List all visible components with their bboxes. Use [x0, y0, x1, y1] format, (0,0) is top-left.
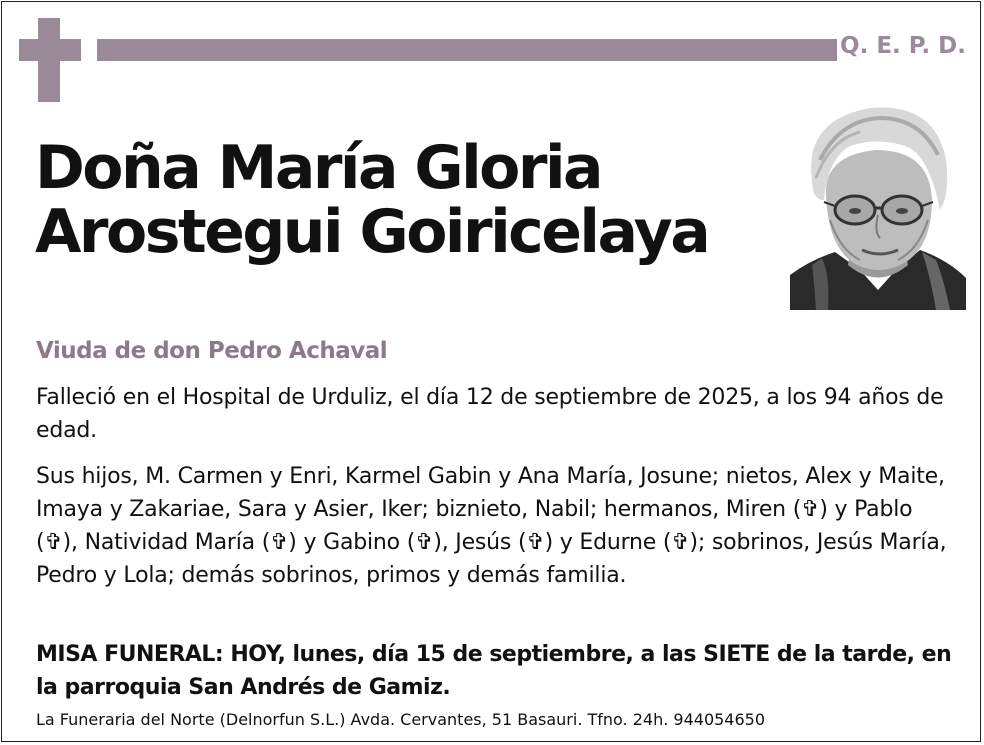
widow-of-line: Viuda de don Pedro Achaval	[36, 338, 388, 364]
qepd-label: Q. E. P. D.	[840, 33, 966, 59]
portrait-photo	[790, 100, 966, 310]
death-notice-paragraph: Falleció en el Hospital de Urduliz, el día 12 de septiembre de 2025, a los 94 años de edad.	[36, 385, 944, 443]
deceased-name-line2: Arostegui Goiricelaya	[35, 197, 709, 267]
cross-horizontal-bar	[19, 39, 81, 61]
funeral-home-footer: La Funeraria del Norte (Delnorfun S.L.) Avda. Cervantes, 51 Basauri. Tfno. 24h. 944054650	[36, 710, 766, 729]
deceased-name-line1: Doña María Gloria	[35, 133, 602, 203]
family-paragraph: Sus hijos, M. Carmen y Enri, Karmel Gabin y Ana María, Josune; nietos, Alex y Maite, Imaya y Zakariae, Sara y Asier, Iker; biznieto, Nabil; hermanos, Miren (✞) y Pablo (✞), Natividad María (✞) y Gabino (✞), Jesús (✞) y Edurne (✞); sobrinos, Jesús María, Pedro y Lola; demás sobrinos, primos y demás familia.	[36, 464, 947, 588]
header-band	[97, 39, 837, 61]
funeral-mass-paragraph: MISA FUNERAL: HOY, lunes, día 15 de septiembre, a las SIETE de la tarde, en la parroquia San Andrés de Gamiz.	[36, 642, 952, 700]
deceased-name	[35, 133, 775, 267]
portrait-icon	[790, 100, 966, 310]
